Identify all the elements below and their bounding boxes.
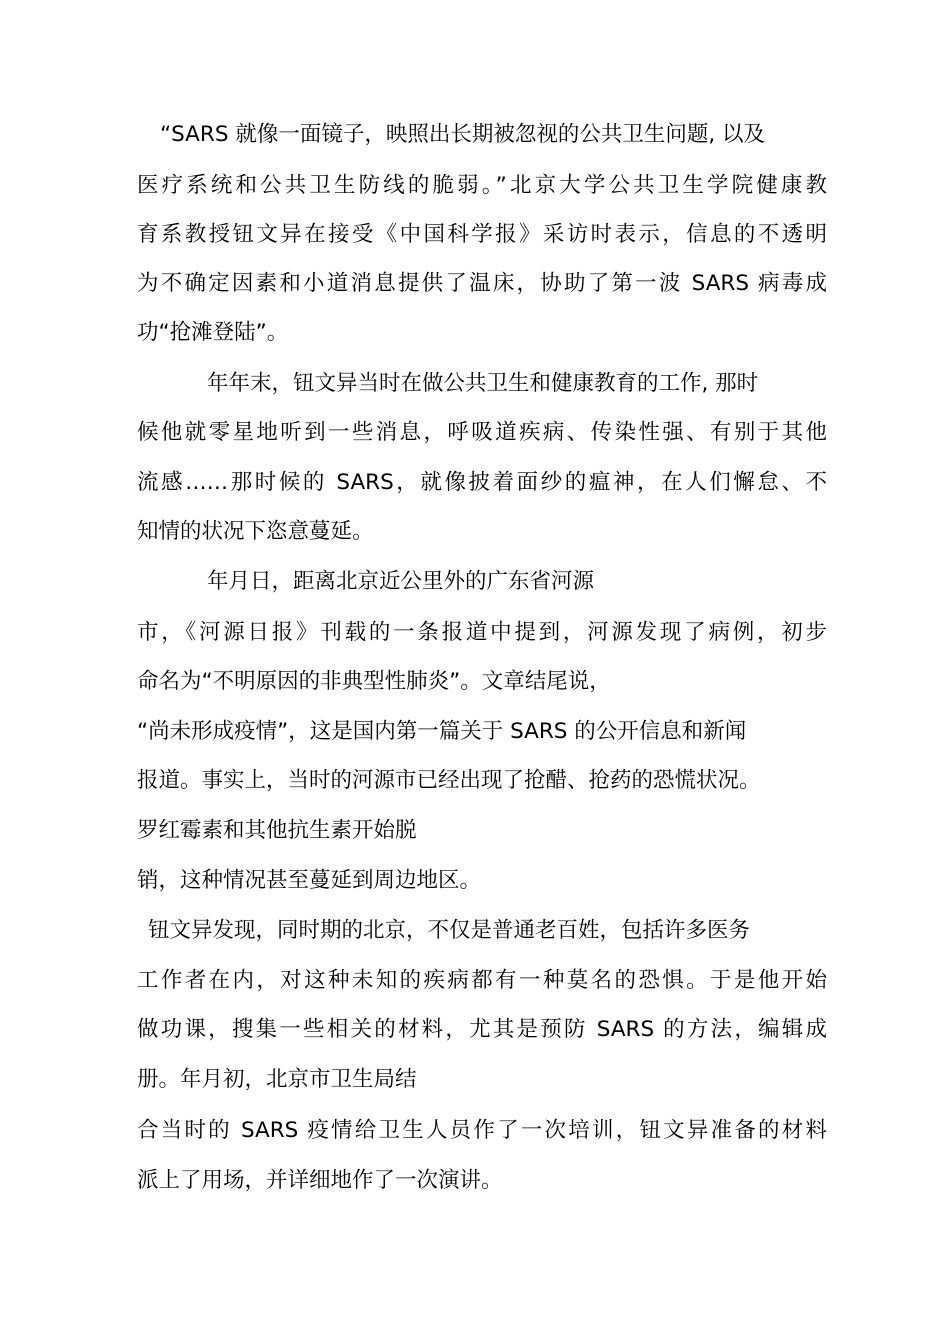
- text-line-13: “尚未形成疫情”，这是国内第一篇关于 SARS 的公开信息和新闻: [137, 719, 747, 744]
- text-line-12: 命名为“不明原因的非典型性肺炎”。文章结尾说，: [137, 669, 611, 694]
- text-line-3: 育系教授钮文异在接受《中国科学报》采访时表示，信息的不透明: [137, 222, 827, 247]
- text-line-19: 做功课，搜集一些相关的材料，尤其是预防 SARS 的方法，编辑成: [137, 1017, 827, 1042]
- text-line-14: 报道。事实上，当时的河源市已经出现了抢醋、抢药的恐慌状况。: [137, 768, 761, 793]
- text-line-5: 功“抢滩登陆”。: [137, 320, 289, 345]
- text-line-17: 钮文异发现，同时期的北京，不仅是普通老百姓，包括许多医务: [148, 918, 751, 943]
- text-line-10: 年月日，距离北京近公里外的广东省河源: [207, 569, 595, 594]
- text-line-8: 流感……那时候的 SARS，就像披着面纱的瘟神，在人们懈怠、不: [137, 470, 827, 495]
- text-line-2: 医疗系统和公共卫生防线的脆弱。”北京大学公共卫生学院健康教: [137, 173, 827, 198]
- text-line-6: 年年末，钮文异当时在做公共卫生和健康教育的工作, 那时: [207, 371, 759, 396]
- text-line-20: 册。年月初，北京市卫生局结: [137, 1067, 417, 1092]
- text-line-15: 罗红霉素和其他抗生素开始脱: [137, 818, 417, 843]
- text-line-1: “SARS 就像一面镜子，映照出长期被忽视的公共卫生问题, 以及: [160, 122, 765, 147]
- text-line-9: 知情的状况下恣意蔓延。: [137, 519, 374, 544]
- text-line-22: 派上了用场，并详细地作了一次演讲。: [137, 1168, 503, 1193]
- text-line-11: 市，《河源日报》刊载的一条报道中提到，河源发现了病例，初步: [137, 620, 827, 645]
- text-line-18: 工作者在内，对这种未知的疾病都有一种莫名的恐惧。于是他开始: [137, 968, 827, 993]
- text-line-4: 为不确定因素和小道消息提供了温床，协助了第一波 SARS 病毒成: [137, 271, 827, 296]
- text-line-7: 候他就零星地听到一些消息，呼吸道疾病、传染性强、有别于其他: [137, 420, 827, 445]
- text-line-16: 销，这种情况甚至蔓延到周边地区。: [137, 868, 482, 893]
- text-line-21: 合当时的 SARS 疫情给卫生人员作了一次培训，钮文异准备的材料: [137, 1118, 827, 1143]
